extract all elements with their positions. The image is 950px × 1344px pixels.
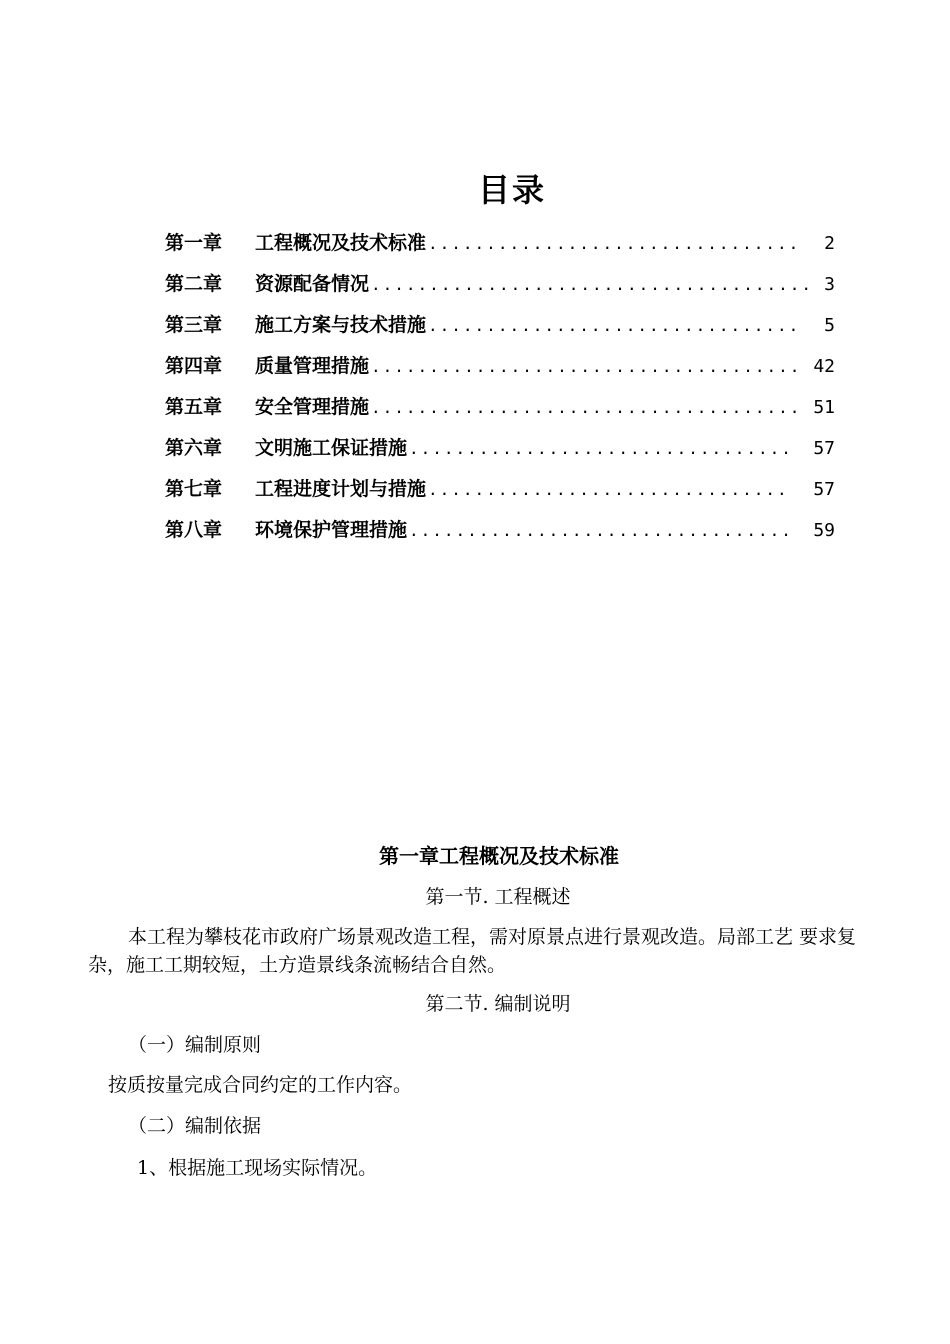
toc-entry[interactable]: [165, 512, 835, 553]
toc-page-number: 57: [813, 438, 835, 459]
toc-chapter-number: 第六章: [165, 437, 223, 459]
toc-leader-dots: .................................: [409, 521, 793, 540]
toc-chapter-title: 环境保护管理措施: [255, 519, 408, 541]
toc-entry[interactable]: [165, 430, 835, 471]
toc-chapter-title: 工程进度计划与措施: [255, 478, 427, 500]
toc-chapter-number: 第三章: [165, 314, 223, 336]
toc-entry[interactable]: [165, 389, 835, 430]
toc-chapter-number: 第八章: [165, 519, 223, 541]
chapter-heading: 第一章工程概况及技术标准: [379, 844, 619, 868]
toc-chapter-title: 工程概况及技术标准: [255, 232, 427, 254]
toc-title: 目录: [477, 171, 546, 209]
toc-entry[interactable]: [165, 471, 835, 512]
toc-page-number: 2: [824, 233, 835, 254]
toc-leader-dots: ................................: [428, 316, 801, 335]
section-heading: 第二节. 编制说明: [425, 993, 571, 1015]
toc-entry[interactable]: [165, 266, 835, 307]
toc-leader-dots: ................................: [428, 234, 801, 253]
toc-chapter-title: 安全管理措施: [255, 396, 370, 418]
toc-page-number: 42: [813, 356, 835, 377]
toc-entry[interactable]: [165, 348, 835, 389]
toc-leader-dots: .....................................: [371, 398, 802, 417]
toc-chapter-number: 第二章: [165, 273, 223, 295]
toc-page-number: 51: [813, 397, 835, 418]
toc-chapter-number: 第四章: [165, 355, 223, 377]
toc-entry[interactable]: [165, 225, 835, 266]
toc-page-number: 3: [824, 274, 835, 295]
body-paragraph: 本工程为攀枝花市政府广场景观改造工程，需对原景点进行景观改造。局部工艺 要求复杂，施工工期较短，土方造景线条流畅结合自然。: [88, 926, 857, 976]
section-heading: 第一节. 工程概述: [425, 886, 571, 908]
toc-chapter-title: 施工方案与技术措施: [255, 314, 427, 336]
toc-chapter-number: 第七章: [165, 478, 223, 500]
toc-leader-dots: ......................................: [371, 275, 814, 294]
toc-leader-dots: .....................................: [371, 357, 802, 376]
toc-entry[interactable]: [165, 307, 835, 348]
body-text: 1、根据施工现场实际情况。: [137, 1157, 378, 1179]
toc-leader-dots: ...............................: [428, 480, 789, 499]
toc-chapter-title: 文明施工保证措施: [255, 437, 408, 459]
toc-leader-dots: .................................: [409, 439, 793, 458]
toc-chapter-title: 质量管理措施: [255, 355, 370, 377]
subsection-heading: （二）编制依据: [128, 1115, 262, 1137]
toc-page-number: 57: [813, 479, 835, 500]
toc-chapter-title: 资源配备情况: [255, 273, 370, 295]
toc-list: [165, 225, 835, 553]
body-text: 按质按量完成合同约定的工作内容。: [108, 1074, 413, 1096]
toc-chapter-number: 第五章: [165, 396, 223, 418]
toc-page-number: 59: [813, 520, 835, 541]
subsection-heading: （一）编制原则: [128, 1034, 262, 1056]
toc-page-number: 5: [824, 315, 835, 336]
toc-chapter-number: 第一章: [165, 232, 223, 254]
